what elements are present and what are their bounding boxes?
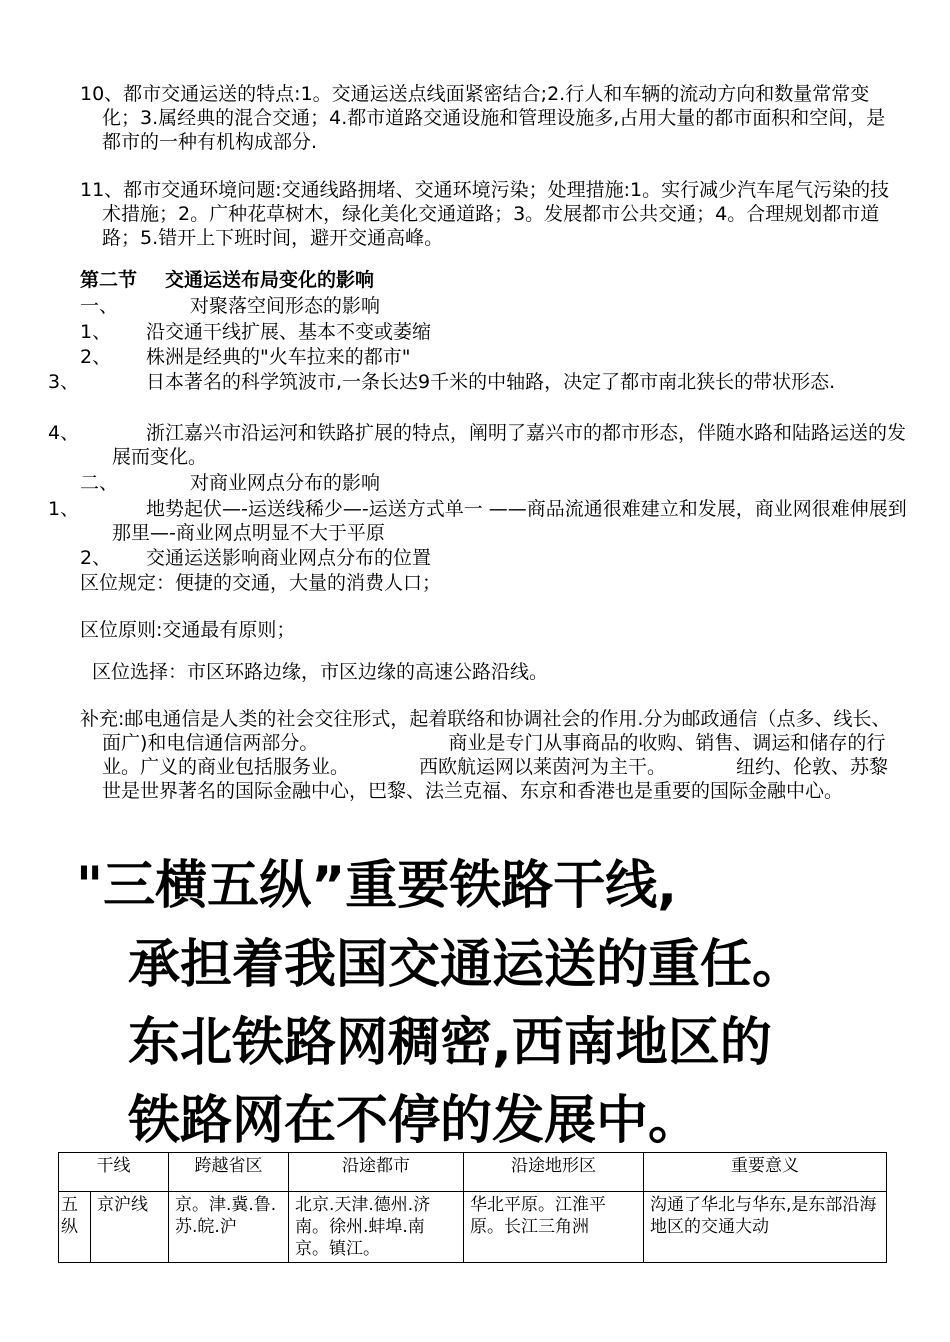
supplement-finance-centers: 纽约、伦敦、苏黎世是世界著名的国际金融中心，巴黎、法兰克福、东京和香港也是重要的国际金融中心。 [102, 756, 889, 802]
table-row [59, 1192, 887, 1263]
header-trunk-line: 干线 [59, 1153, 169, 1192]
cell-provinces: 京。津.冀.鲁.苏.皖.沪 [169, 1192, 289, 1263]
headline-line-1: "三横五纵”重要铁路干线, [76, 856, 678, 916]
item-text: 浙江嘉兴市沿运河和铁路扩展的特点，阐明了嘉兴市的都市形态，伴随水路和陆路运送的发展而变化。 [112, 422, 907, 468]
cell-group: 五纵 [59, 1192, 91, 1263]
header-provinces: 跨越省区 [169, 1153, 289, 1192]
cell-significance: 沟通了华北与华东,是东部沿海地区的交通大动 [644, 1192, 887, 1263]
item-number: 4、 [48, 422, 80, 444]
location-principle: 区位原则:交通最有原则； [80, 619, 296, 641]
part-number: 一、 [80, 295, 119, 317]
item-text: 株洲是经典的"火车拉来的都市" [146, 346, 411, 368]
list-item [80, 546, 880, 570]
cell-line: 京沪线 [91, 1192, 169, 1263]
supplement-post-telecom: 补充:邮电通信是人类的社会交往形式，起着联络和协调社会的作用.分为邮政通信（点多、线长、面广)和电信通信两部分。 [80, 708, 891, 754]
supplement-commerce: 商业是专门从事商品的收购、销售、调运和储存的行业。广义的商业包括服务业。 [102, 732, 886, 778]
item-text: 沿交通干线扩展、基本不变或萎缩 [146, 321, 432, 343]
supplement-rhine: 西欧航运网以莱茵河为主干。 [419, 756, 667, 778]
cell-cities: 北京.天津.德州.济南。徐州.蚌埠.南京。镇江。 [289, 1192, 464, 1263]
header-terrain: 沿途地形区 [464, 1153, 644, 1192]
item-text: 地势起伏—-运送线稀少—-运送方式单一 ——商品流通很难建立和发展，商业网很难伸展到那里—-商业网点明显不大于平原 [112, 498, 907, 544]
part-title: 对聚落空间形态的影响 [190, 295, 381, 317]
section-label: 第二节 [80, 269, 138, 291]
list-item [80, 320, 880, 344]
section-heading [80, 268, 880, 292]
table-header-row [59, 1153, 887, 1192]
item-number: 3、 [48, 371, 80, 393]
headline-line-3: 东北铁路网稠密,西南地区的 [128, 1013, 772, 1073]
headline-line-4: 铁路网在不停的发展中。 [128, 1091, 701, 1151]
item-text: 交通运送影响商业网点分布的位置 [146, 547, 432, 569]
list-item [80, 345, 880, 369]
item-number: 2、 [80, 346, 112, 368]
cell-terrain: 华北平原。江淮平原。长江三角洲 [464, 1192, 644, 1263]
railway-trunk-table [58, 1152, 887, 1263]
list-item [48, 421, 912, 469]
paragraph-supplement [80, 707, 902, 803]
part-heading-settlement [80, 294, 880, 318]
part-title: 对商业网点分布的影响 [190, 472, 381, 494]
list-item [48, 497, 912, 545]
item-number: 2、 [80, 547, 112, 569]
headline-line-2: 承担着我国交通运送的重任。 [128, 935, 805, 995]
location-choice: 区位选择：市区环路边缘，市区边缘的高速公路沿线。 [92, 661, 549, 683]
header-significance: 重要意义 [644, 1153, 887, 1192]
paragraph-urban-transport-environment: 11、都市交通环境问题:交通线路拥堵、交通环境污染；处理措施:1。实行减少汽车尾气污染的技术措施；2。广种花草树木，绿化美化交通道路；3。发展都市公共交通；4。合理规划都市道路；5.错开上下班时间，避开交通高峰。 [80, 179, 890, 249]
paragraph-urban-transport-features: 10、都市交通运送的特点:1。交通运送点线面紧密结合;2.行人和车辆的流动方向和数量常常变化；3.属经典的混合交通；4.都市道路交通设施和管理设施多,占用大量的都市面积和空间，是都市的一种有机构成部分. [80, 83, 886, 153]
section-title: 交通运送布局变化的影响 [165, 269, 375, 291]
header-cities: 沿途都市 [289, 1153, 464, 1192]
item-text: 日本著名的科学筑波市,一条长达9千米的中轴路，决定了都市南北狭长的带状形态. [146, 371, 836, 393]
location-rule: 区位规定：便捷的交通，大量的消费人口； [80, 572, 442, 594]
list-item [48, 370, 912, 394]
part-heading-commerce [80, 471, 880, 495]
item-number: 1、 [48, 498, 80, 520]
part-number: 二、 [80, 472, 119, 494]
item-number: 1、 [80, 321, 112, 343]
